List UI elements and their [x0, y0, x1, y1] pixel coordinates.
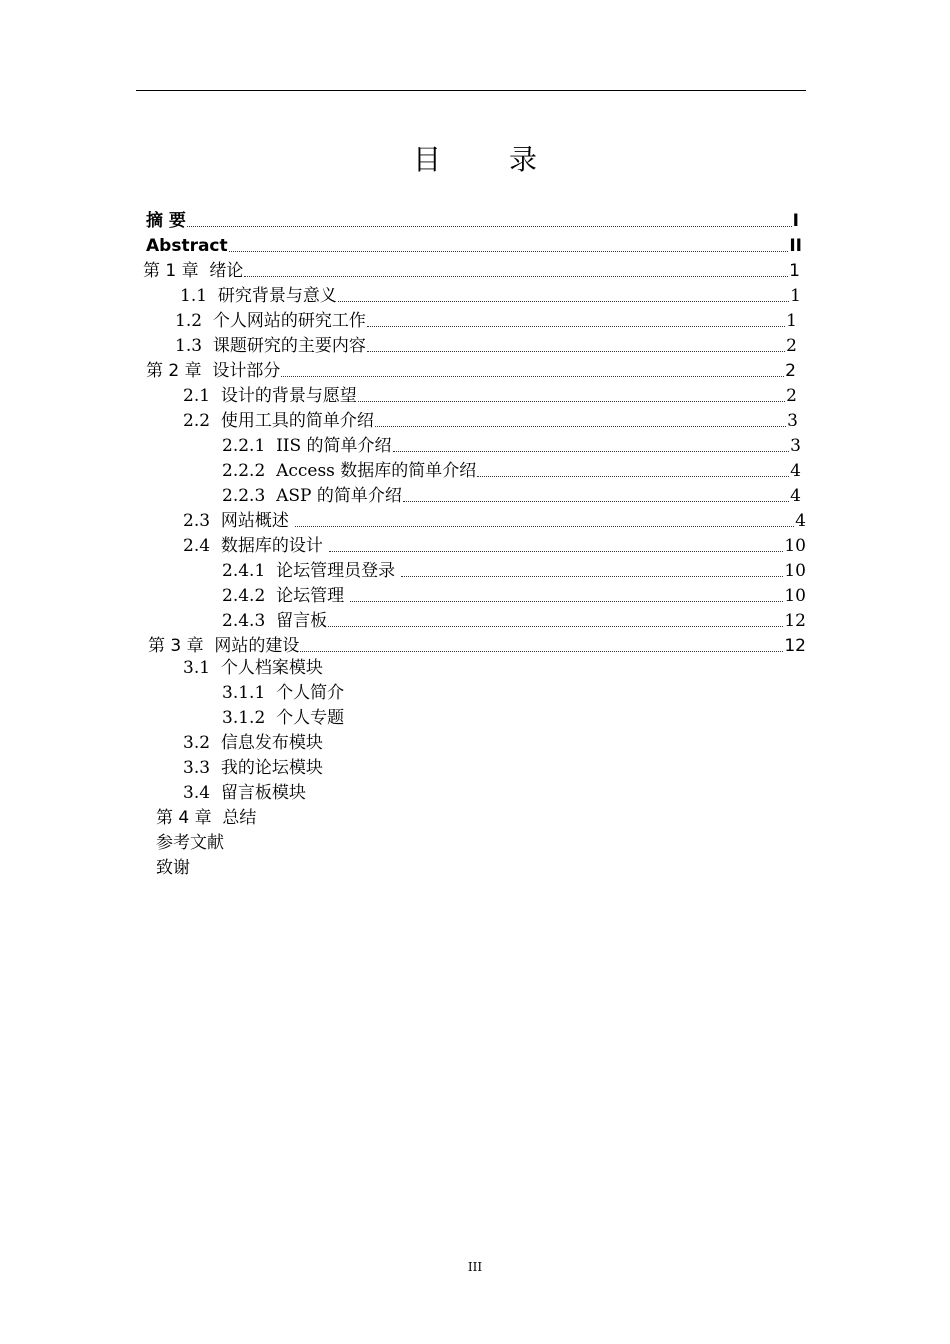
toc-leader	[358, 401, 785, 402]
toc-entry-chapter-4[interactable]: 第 4 章 总结	[156, 808, 257, 828]
toc-leader	[375, 426, 786, 427]
toc-leader	[477, 476, 789, 477]
toc-entry-label: 1.3 课题研究的主要内容	[175, 336, 366, 356]
toc-entry-2-4-3[interactable]	[222, 606, 806, 631]
toc-entry-page: 3	[787, 411, 798, 431]
toc-entry-label: 2.4.3 留言板	[222, 611, 328, 631]
toc-entry-label: 第 1 章 绪论	[143, 261, 244, 281]
toc-entry-3-1[interactable]: 3.1 个人档案模块	[183, 658, 323, 678]
toc-entry-page: 3	[790, 436, 801, 456]
page-title: 目 录	[412, 143, 557, 176]
toc-leader	[393, 451, 790, 452]
toc-entry-2-2[interactable]	[183, 406, 798, 431]
toc-entry-page: 1	[790, 286, 801, 306]
toc-entry-3-2[interactable]: 3.2 信息发布模块	[183, 733, 323, 753]
toc-entry-chapter-3[interactable]	[148, 631, 806, 656]
toc-entry-page: 10	[784, 561, 806, 581]
toc-entry-2-2-1[interactable]	[222, 431, 801, 456]
toc-entry-page: 2	[786, 386, 797, 406]
toc-entry-3-3[interactable]: 3.3 我的论坛模块	[183, 758, 323, 778]
toc-entry-label: 第 2 章 设计部分	[146, 361, 281, 381]
toc-entry-label: 2.3 网站概述	[183, 511, 295, 531]
toc-leader	[244, 276, 788, 277]
toc-entry-1-1[interactable]	[180, 281, 801, 306]
toc-entry-2-4-2[interactable]	[222, 581, 806, 606]
toc-entry-page: 10	[784, 586, 806, 606]
toc-leader	[401, 576, 783, 577]
toc-entry-label: 2.2.1 IIS 的简单介绍	[222, 436, 392, 456]
toc-leader	[329, 551, 783, 552]
toc-entry-chapter-2[interactable]	[146, 356, 796, 381]
toc-leader	[300, 651, 783, 652]
toc-leader	[328, 626, 783, 627]
toc-entry-label: 2.2.2 Access 数据库的简单介绍	[222, 461, 477, 481]
toc-entry-label: 2.2 使用工具的简单介绍	[183, 411, 374, 431]
toc-entry-2-2-2[interactable]	[222, 456, 801, 481]
toc-entry-page: 2	[785, 361, 796, 381]
toc-entry-page: II	[789, 236, 802, 256]
toc-entry-label: 第 3 章 网站的建设	[148, 636, 300, 656]
toc-leader	[281, 376, 784, 377]
toc-entry-label: 2.4.2 论坛管理	[222, 586, 350, 606]
toc-entry-abstract-cn[interactable]	[146, 206, 799, 231]
toc-entry-label: 摘 要	[146, 211, 186, 231]
toc-entry-3-1-2[interactable]: 3.1.2 个人专题	[222, 708, 345, 728]
toc-leader	[367, 326, 785, 327]
toc-entry-page: 12	[784, 636, 806, 656]
toc-entry-page: 1	[786, 311, 797, 331]
toc-entry-1-3[interactable]	[175, 331, 797, 356]
toc-entry-references[interactable]: 参考文献	[156, 833, 224, 853]
toc-entry-label: Abstract	[146, 236, 228, 256]
toc-entry-abstract-en[interactable]	[146, 231, 802, 256]
toc-entry-2-2-3[interactable]	[222, 481, 801, 506]
toc-entry-page: 4	[790, 461, 801, 481]
toc-entry-3-4[interactable]: 3.4 留言板模块	[183, 783, 306, 803]
toc-entry-label: 2.4 数据库的设计	[183, 536, 329, 556]
toc-entry-2-1[interactable]	[183, 381, 797, 406]
toc-leader	[403, 501, 789, 502]
toc-entry-label: 2.2.3 ASP 的简单介绍	[222, 486, 402, 506]
toc-entry-chapter-1[interactable]	[143, 256, 800, 281]
toc-entry-label: 1.2 个人网站的研究工作	[175, 311, 366, 331]
toc-entry-page: 12	[784, 611, 806, 631]
toc-leader	[229, 251, 789, 252]
toc-entry-label: 2.4.1 论坛管理员登录	[222, 561, 401, 581]
toc-leader	[187, 226, 792, 227]
toc-leader	[338, 301, 789, 302]
toc-entry-2-4-1[interactable]	[222, 556, 806, 581]
toc-leader	[295, 526, 794, 527]
toc-entry-page: 1	[789, 261, 800, 281]
toc-entry-page: 10	[784, 536, 806, 556]
header-rule	[136, 90, 806, 91]
toc-entry-acknowledgements[interactable]: 致谢	[156, 858, 190, 878]
toc-leader	[367, 351, 785, 352]
toc-entry-3-1-1[interactable]: 3.1.1 个人简介	[222, 683, 345, 703]
toc-entry-1-2[interactable]	[175, 306, 797, 331]
toc-entry-page: 2	[786, 336, 797, 356]
toc-entry-2-3[interactable]	[183, 506, 806, 531]
toc-leader	[350, 601, 783, 602]
toc-entry-page: 4	[790, 486, 801, 506]
toc-entry-page: I	[792, 211, 799, 231]
toc-entry-2-4[interactable]	[183, 531, 806, 556]
toc-entry-label: 2.1 设计的背景与愿望	[183, 386, 357, 406]
page-number: III	[467, 1260, 483, 1274]
toc-entry-page: 4	[795, 511, 806, 531]
toc-entry-label: 1.1 研究背景与意义	[180, 286, 337, 306]
